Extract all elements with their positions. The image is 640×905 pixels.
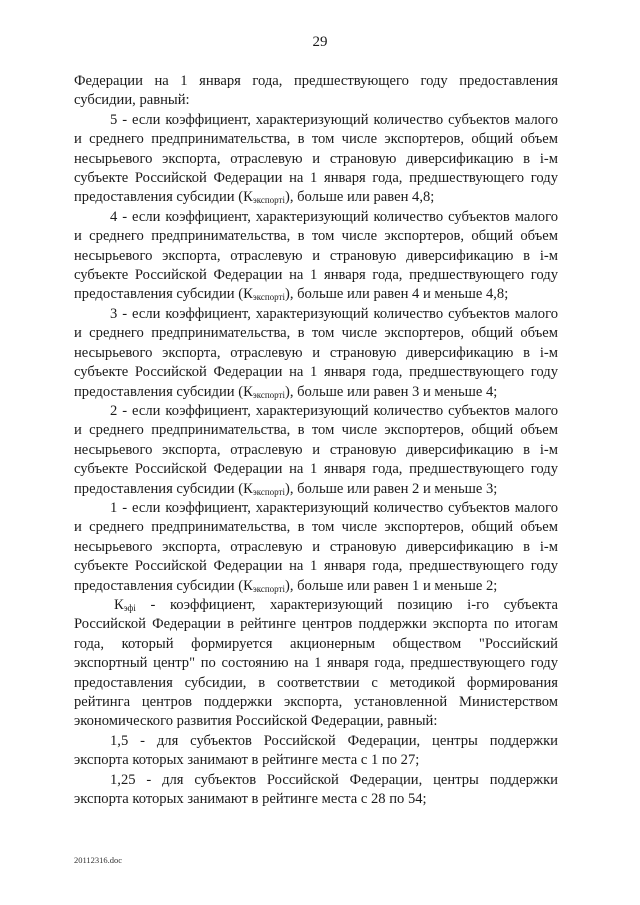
item-subscript: экспортi: [252, 583, 285, 594]
document-body: [74, 72, 558, 809]
page-number: 29: [312, 34, 328, 50]
list-item: [74, 305, 558, 402]
item-text: 3 - если коэффициент, характеризующий количество субъектов малого и среднего предпринимательства, в том числе экспортеров, общий объем несырьевого экспорта, отраслевую и страновую диверсификацию в i-м субъекте Российской Федерации на 1 января года, предшествующего году предоставления субсидии (К: [74, 305, 558, 400]
list-item: [74, 111, 558, 208]
list-item: [74, 402, 558, 499]
list-item: [74, 499, 558, 596]
item-text-end: ), больше или равен 1 и меньше 2;: [284, 577, 498, 594]
item-subscript: экспортi: [252, 486, 285, 497]
item-subscript: экспортi: [252, 292, 285, 303]
item-text: 1 - если коэффициент, характеризующий количество субъектов малого и среднего предпринимательства, в том числе экспортеров, общий объем несырьевого экспорта, отраслевую и страновую диверсификацию в i-м субъекте Российской Федерации на 1 января года, предшествующего году предоставления субсидии (К: [74, 499, 558, 594]
rating-item: 1,5 - для субъектов Российской Федерации, центры поддержки экспорта которых занимают в рейтинге места с 1 по 27;: [74, 732, 558, 769]
item-text: 5 - если коэффициент, характеризующий количество субъектов малого и среднего предпринимательства, в том числе экспортеров, общий объем несырьевого экспорта, отраслевую и страновую диверсификацию в i-м субъекте Российской Федерации на 1 января года, предшествующего году предоставления субсидии (К: [74, 111, 558, 206]
coefficient-subscript: эфi: [123, 602, 136, 613]
document-filename: 20112316.doc: [74, 855, 123, 865]
item-text-end: ), больше или равен 3 и меньше 4;: [284, 383, 498, 400]
item-text: 2 - если коэффициент, характеризующий количество субъектов малого и среднего предпринимательства, в том числе экспортеров, общий объем несырьевого экспорта, отраслевую и страновую диверсификацию в i-м субъекте Российской Федерации на 1 января года, предшествующего году предоставления субсидии (К: [74, 402, 558, 497]
coefficient-text: - коэффициент, характеризующий позицию i-го субъекта Российской Федерации в рейтинге центров поддержки экспорта по итогам года, который формируется акционерным обществом "Российский экспортный центр" по состоянию на 1 января года, предшествующего году предоставления субсидии, в соответствии с методикой формирования рейтинга центров поддержки экспорта, установленной Министерством экономического развития Российской Федерации, равный:: [74, 596, 558, 730]
item-subscript: экспортi: [252, 389, 285, 400]
item-subscript: экспортi: [252, 195, 285, 206]
list-item: [74, 208, 558, 305]
item-text-end: ), больше или равен 4 и меньше 4,8;: [284, 286, 509, 303]
item-text: 4 - если коэффициент, характеризующий количество субъектов малого и среднего предпринимательства, в том числе экспортеров, общий объем несырьевого экспорта, отраслевую и страновую диверсификацию в i-м субъекте Российской Федерации на 1 января года, предшествующего году предоставления субсидии (К: [74, 208, 558, 303]
item-text-end: ), больше или равен 4,8;: [284, 189, 435, 206]
coefficient-definition: [74, 596, 558, 732]
coefficient-symbol: К: [114, 596, 124, 613]
rating-item: 1,25 - для субъектов Российской Федерации, центры поддержки экспорта которых занимают в рейтинге места с 28 по 54;: [74, 771, 558, 808]
item-text-end: ), больше или равен 2 и меньше 3;: [284, 480, 498, 497]
intro-paragraph: Федерации на 1 января года, предшествующего году предоставления субсидии, равный:: [74, 73, 558, 109]
